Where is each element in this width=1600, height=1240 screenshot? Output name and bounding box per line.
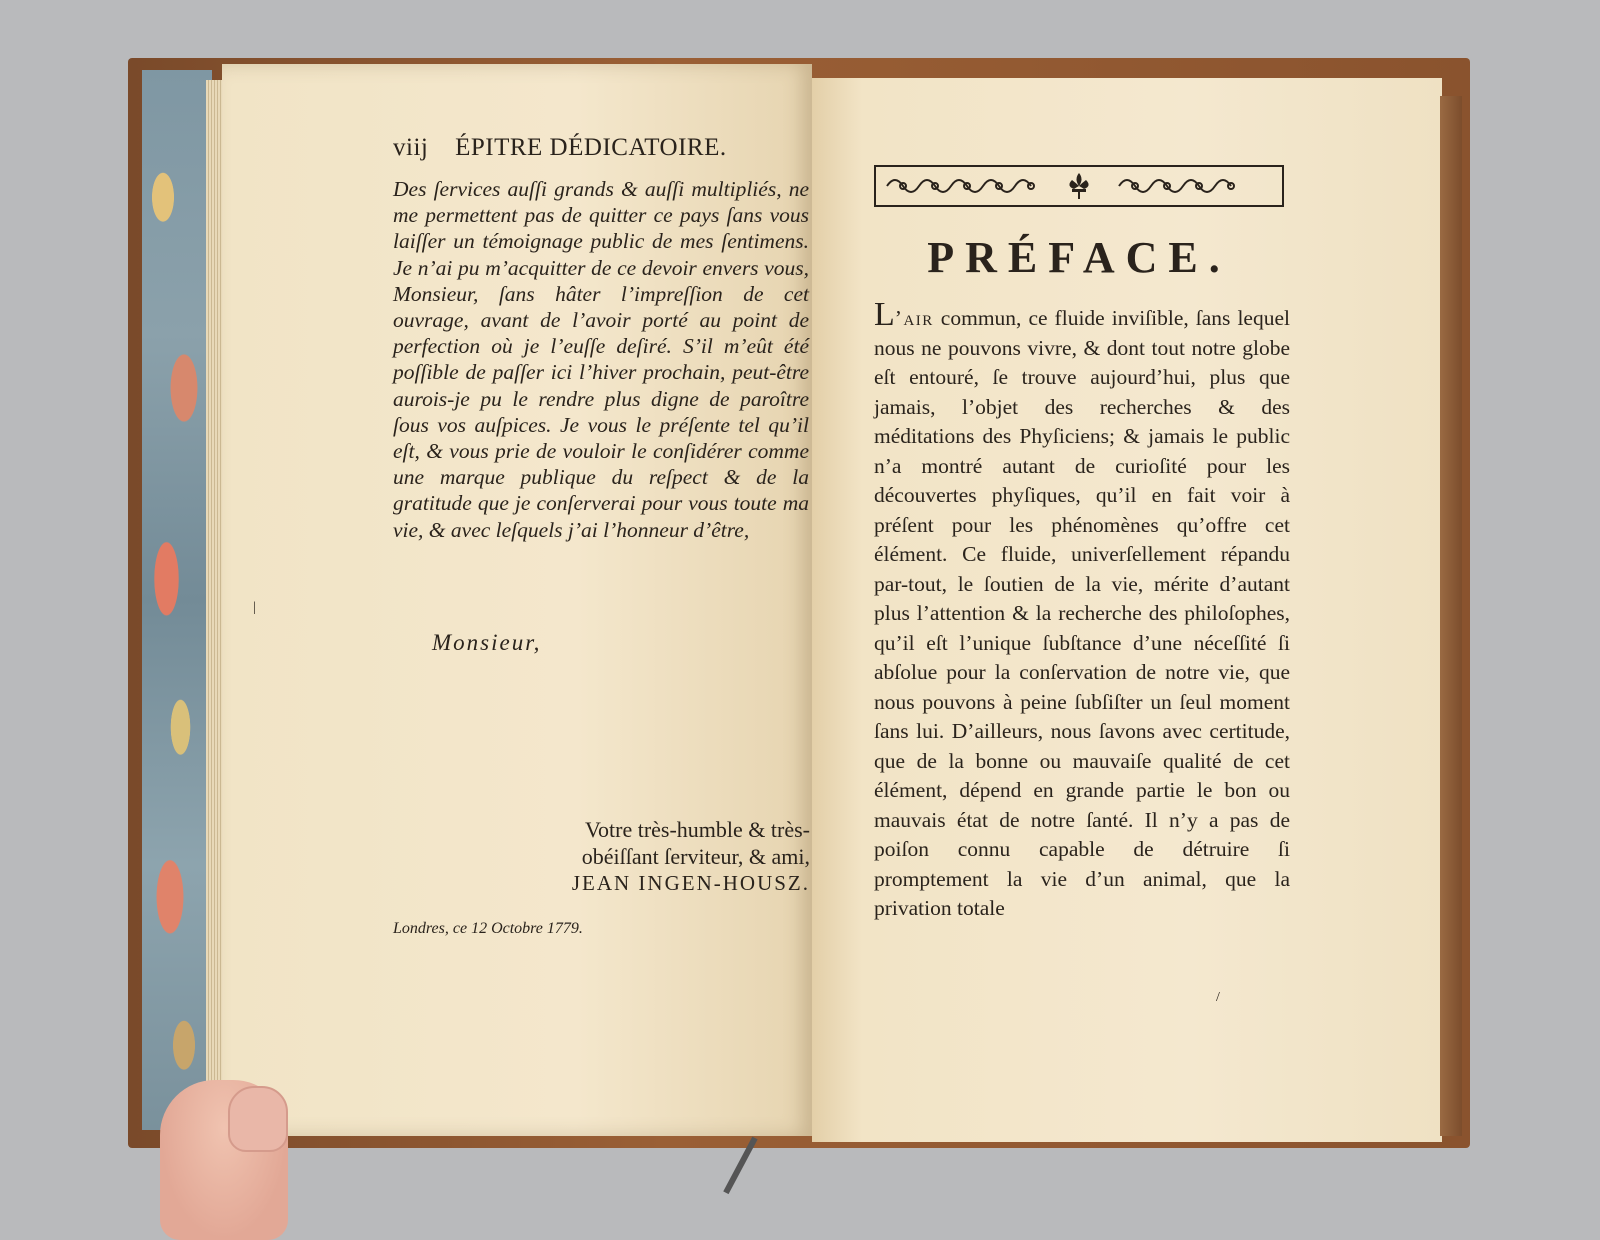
thumbnail bbox=[228, 1086, 288, 1152]
page-number: viij bbox=[393, 134, 429, 161]
cover-edge-right bbox=[1440, 96, 1462, 1136]
margin-mark: | bbox=[253, 600, 256, 615]
dropcap: L bbox=[874, 296, 895, 333]
ornament-scrolls-icon bbox=[879, 169, 1279, 203]
running-head-title: ÉPITRE DÉDICATOIRE. bbox=[455, 134, 727, 161]
signature-name: JEAN INGEN-HOUSZ. bbox=[571, 871, 810, 895]
preface-text: commun, ce fluide inviſible, ſans lequel nous ne pouvons vivre, & dont tout notre globe eſt entouré, ſe trouve aujourd’hui, plus que jamais, l’objet des recherches & des méditations des Phyſiciens; & jamais le public n’a montré autant de curioſité pour les découvertes phyſiques, qu’il en fait voir à préſent pour les phénomènes qu’offre cet élément. Ce fluide, univerſellement répandu par-tout, le ſoutien de la vie, mérite d’autant plus l’attention & la recherche des philoſophes, qu’il eſt l’unique ſubſtance d’une néceſſité ſi abſolue pour la conſervation de notre vie, que nous pouvons à peine ſubſiſter un ſeul moment ſans lui. D’ailleurs, nous ſavons avec certitude, que de la bonne ou mauvaiſe qualité de cet élément, dépend en grande partie le bon ou mauvais état de notre ſanté. Il n’y a pas de poiſon connu capable de détruire ſi promptement la vie d’un animal, que la privation totale bbox=[874, 306, 1290, 920]
signature-block bbox=[520, 816, 810, 897]
dedication-body: Des ſervices auſſi grands & auſſi multipliés, ne me permettent pas de quitter ce pays ſans vous laiſſer un témoignage public de mes ſentimens. Je n’ai pu m’acquitter de ce devoir envers vous, Monsieur, ſans hâter l’impreſſion de cet ouvrage, avant de l’avoir porté au point de perfection où je l’euſſe deſiré. S’il m’eût été poſſible de paſſer ici l’hiver prochain, peut-être aurois-je pu le rendre plus digne de paroître ſous vos auſpices. Je vous le préſente tel qu’il eſt, & vous prie de vouloir le conſidérer comme une marque publique du reſpect & de la gratitude que je conſerverai pour vous toute ma vie, & avec leſquels j’ai l’honneur d’être, bbox=[393, 177, 809, 542]
salutation: Monsieur, bbox=[432, 630, 542, 655]
margin-mark: / bbox=[1216, 990, 1220, 1005]
preface-title: PRÉFACE. bbox=[927, 233, 1231, 282]
fleur-de-lis-icon bbox=[1069, 173, 1088, 199]
signature-line-1: Votre très-humble & très- bbox=[584, 817, 810, 842]
preface-body bbox=[874, 296, 1290, 924]
date-line: Londres, ce 12 Octobre 1779. bbox=[393, 920, 583, 937]
lead-smallcaps: ’air bbox=[894, 306, 934, 330]
signature-line-2: obéiſſant ſerviteur, & ami, bbox=[581, 844, 810, 869]
running-head bbox=[393, 134, 803, 162]
marbled-endpaper bbox=[142, 70, 212, 1130]
fleuron-band-icon bbox=[874, 165, 1284, 207]
